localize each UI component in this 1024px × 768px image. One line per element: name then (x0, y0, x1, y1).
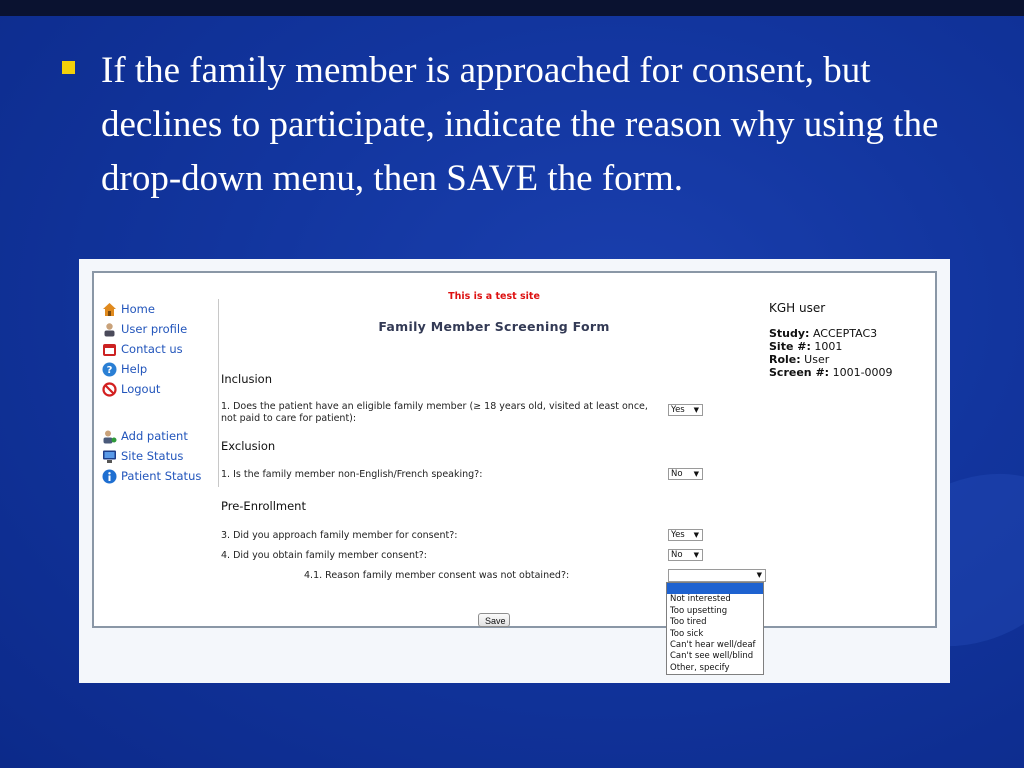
chevron-down-icon: ▼ (693, 406, 699, 414)
sidebar-item-label: Help (121, 362, 148, 376)
select-value: Yes (671, 405, 685, 415)
section-exclusion: Exclusion (221, 439, 276, 453)
dropdown-option[interactable]: Not interested (670, 594, 731, 605)
role-line (769, 353, 893, 366)
dropdown-option[interactable]: Too upsetting (670, 605, 728, 616)
user-info-panel (769, 301, 893, 379)
section-pre-enrollment: Pre-Enrollment (221, 499, 306, 513)
save-button[interactable]: Save (478, 613, 510, 627)
bullet-text: If the family member is approached for consent, but declines to participate, indicate the reason why using the drop-down menu, then SAVE the form. (101, 50, 939, 199)
screenshot-panel (79, 259, 950, 683)
chevron-down-icon: ▼ (693, 551, 699, 559)
q3-select[interactable] (668, 529, 703, 541)
role-value: User (804, 353, 830, 366)
dropdown-option[interactable]: Can't hear well/deaf (670, 639, 756, 650)
home-icon (102, 302, 117, 317)
select-value: No (671, 469, 683, 479)
question-4: 4. Did you obtain family member consent?: (221, 550, 427, 561)
dropdown-option-blank[interactable] (667, 583, 763, 594)
question-3: 3. Did you approach family member for consent?: (221, 530, 458, 541)
chevron-down-icon: ▼ (756, 571, 762, 579)
select-value: No (671, 550, 683, 560)
logout-icon (102, 382, 117, 397)
sidebar-divider (218, 299, 219, 487)
study-label: Study: (769, 327, 810, 340)
question-exclusion-1: 1. Is the family member non-English/French speaking?: (221, 469, 483, 480)
sidebar-item-label: Site Status (121, 449, 184, 463)
role-label: Role: (769, 353, 801, 366)
dropdown-option[interactable]: Can't see well/blind (670, 651, 754, 662)
svg-text:?: ? (106, 364, 113, 376)
sidebar-item-contact-us[interactable] (102, 339, 212, 359)
form-window (92, 271, 937, 628)
user-icon (102, 322, 117, 337)
sidebar-item-label: Home (121, 302, 155, 316)
select-value: Yes (671, 530, 685, 540)
q4-select[interactable] (668, 549, 703, 561)
reason-select[interactable] (668, 569, 766, 582)
study-value: ACCEPTAC3 (812, 327, 878, 340)
question-inclusion-1: 1. Does the patient have an eligible family member (≥ 18 years old, visited at least once, not paid to care for patient): (221, 401, 648, 424)
screen-line (769, 366, 893, 379)
screen-label: Screen #: (769, 366, 830, 379)
sidebar-item-label: Contact us (121, 342, 183, 356)
question-4-1: 4.1. Reason family member consent was not obtained?: (304, 570, 570, 581)
sidebar-item-home[interactable] (102, 299, 212, 319)
add-user-icon (102, 429, 117, 444)
sidebar-nav-secondary (102, 426, 212, 486)
sidebar-item-logout[interactable] (102, 379, 212, 399)
info-icon (102, 469, 117, 484)
sidebar-item-add-patient[interactable] (102, 426, 212, 446)
sidebar-item-user-profile[interactable] (102, 319, 212, 339)
sidebar-item-label: Add patient (121, 429, 188, 443)
dropdown-option[interactable]: Other, specify (670, 662, 730, 673)
site-value: 1001 (814, 340, 843, 353)
sidebar-item-help[interactable] (102, 359, 212, 379)
exclusion-1-select[interactable] (668, 468, 703, 480)
screen-value: 1001-0009 (832, 366, 893, 379)
sidebar-item-label: User profile (121, 322, 188, 336)
test-site-notice: This is a test site (448, 291, 540, 302)
dropdown-option[interactable]: Too tired (670, 617, 707, 628)
form-title: Family Member Screening Form (378, 319, 610, 334)
phone-icon (102, 342, 117, 357)
site-label: Site #: (769, 340, 811, 353)
sidebar-item-patient-status[interactable] (102, 466, 212, 486)
chevron-down-icon: ▼ (693, 531, 699, 539)
section-inclusion: Inclusion (221, 372, 272, 386)
site-line (769, 340, 893, 353)
inclusion-1-select[interactable] (668, 404, 703, 416)
reason-dropdown-list (666, 582, 764, 675)
user-name: KGH user (769, 301, 826, 315)
bullet-square-icon (62, 61, 75, 74)
study-line (769, 327, 893, 340)
chevron-down-icon: ▼ (693, 470, 699, 478)
sidebar-item-label: Patient Status (121, 469, 202, 483)
monitor-icon (102, 449, 117, 464)
sidebar-item-site-status[interactable] (102, 446, 212, 466)
sidebar-item-label: Logout (121, 382, 161, 396)
dropdown-option[interactable]: Too sick (670, 628, 704, 639)
sidebar-nav-primary (102, 299, 212, 399)
help-icon (102, 362, 117, 377)
slide-top-bar (0, 0, 1024, 16)
